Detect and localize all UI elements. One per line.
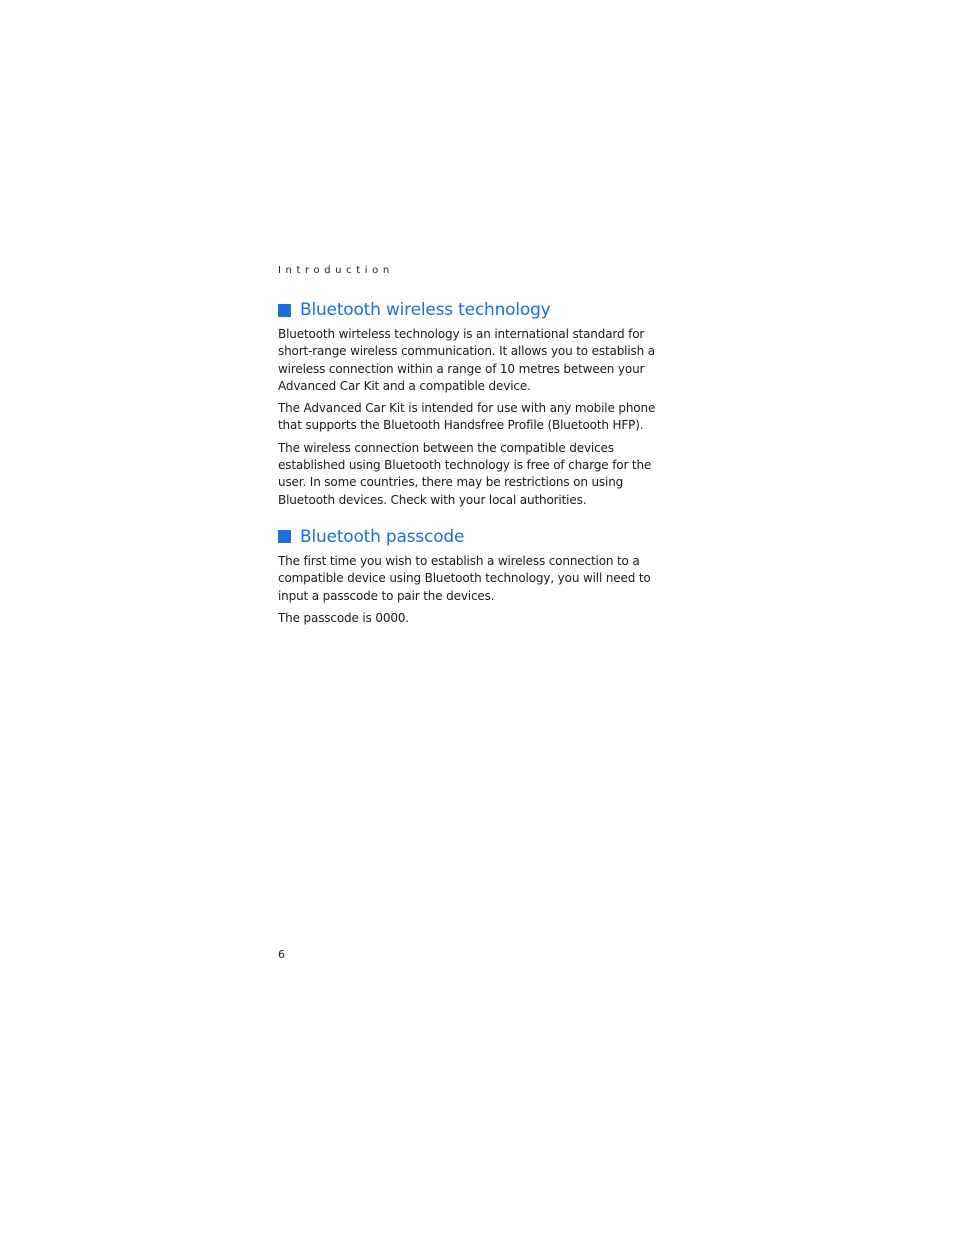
page-number: 6 xyxy=(278,948,285,961)
section-heading xyxy=(278,298,673,322)
paragraph: The wireless connection between the compatible devices established using Bluetooth technology is free of charge for the user. In some countries, there may be restrictions on using Bluetooth devices. Check with your local authorities. xyxy=(278,440,652,507)
section-heading xyxy=(278,525,673,549)
paragraph: The first time you wish to establish a wireless connection to a compatible device using Bluetooth technology, you will need to input a passcode to pair the devices. xyxy=(278,553,651,603)
running-header: Introduction xyxy=(278,265,394,276)
section-bluetooth-wireless-technology xyxy=(278,298,673,509)
section-heading-text: Bluetooth wireless technology xyxy=(300,300,551,320)
section-bluetooth-passcode xyxy=(278,525,673,627)
square-bullet-icon xyxy=(278,530,291,543)
page-content xyxy=(278,298,673,632)
paragraph: Bluetooth wirteless technology is an international standard for short-range wireless communication. It allows you to establish a wireless connection within a range of 10 metres between your Advanced Car Kit and a compatible device. xyxy=(278,327,655,393)
section-heading-text: Bluetooth passcode xyxy=(300,526,465,547)
paragraph: The Advanced Car Kit is intended for use with any mobile phone that supports the Bluetooth Handsfree Profile (Bluetooth HFP). xyxy=(278,401,656,433)
paragraph: The passcode is 0000. xyxy=(278,610,409,625)
square-bullet-icon xyxy=(278,304,291,317)
